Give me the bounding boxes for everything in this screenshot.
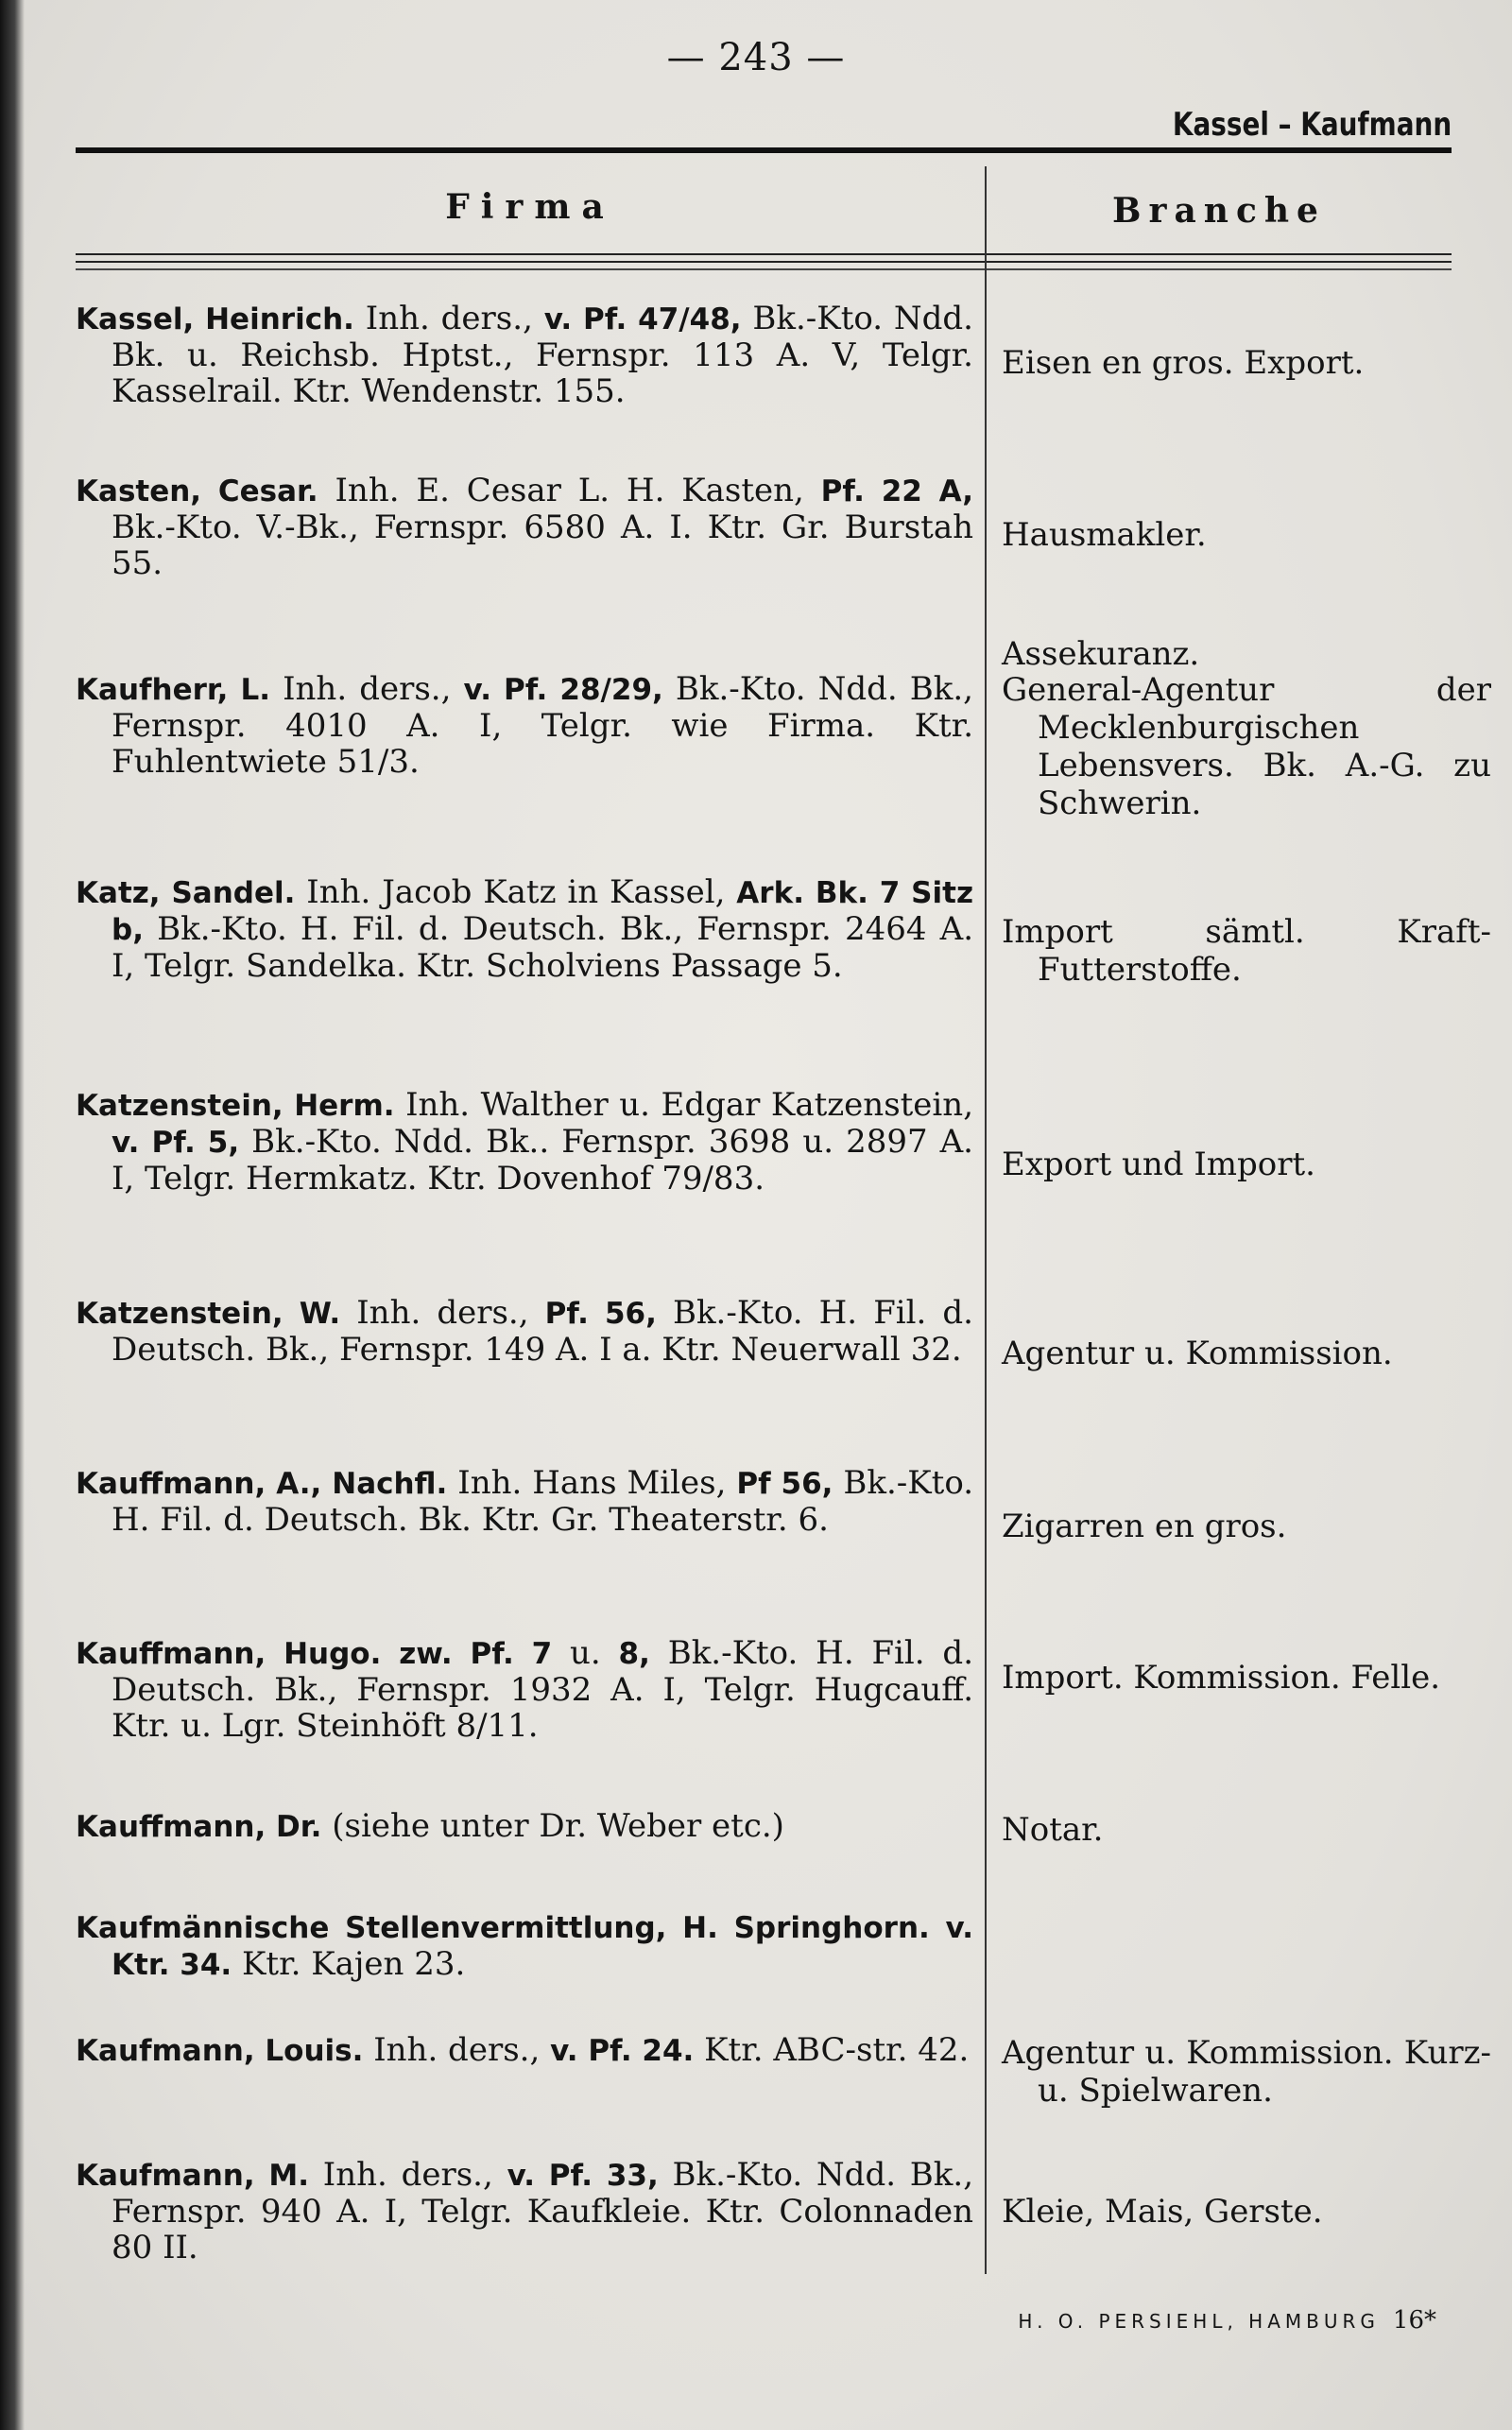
entry-postbox: Pf. 56,	[544, 1297, 657, 1331]
entry-name: Katzenstein, W.	[76, 1297, 341, 1331]
entry-name: Katzenstein, Herm.	[76, 1089, 395, 1123]
entry-details: Inh. ders.,	[309, 2156, 507, 2194]
entry-details: Inh. Jacob Katz in Kassel,	[295, 873, 737, 911]
entry-branche: Hausmakler.	[1002, 516, 1207, 554]
entry-firma	[76, 1909, 973, 1983]
directory-entry	[76, 301, 973, 409]
entry-firma	[76, 2032, 973, 2069]
directory-entry	[76, 473, 973, 581]
entry-details: Inh. ders.,	[270, 670, 464, 708]
entry-postbox: v. Pf. 47/48,	[543, 302, 742, 336]
entry-details: Inh. Hans Miles,	[447, 1464, 737, 1502]
header-double-rule	[76, 268, 1452, 270]
entry-postbox: v. Pf. 28/29,	[463, 673, 663, 707]
entry-firma	[76, 1635, 973, 1744]
entry-branche: General-Agentur der Mecklenburgischen Lebensvers. Bk. A.-G. zu Schwerin.	[1002, 671, 1491, 822]
entry-details: Bk.-Kto. Ndd. Bk., Fernspr. 940 A. I, Telgr. Kaufkleie. Ktr. Colonnaden 80 II.	[112, 2156, 973, 2266]
entry-details: Inh. ders.,	[363, 2031, 551, 2069]
directory-entry	[76, 874, 973, 984]
entry-postbox: zw. Pf. 7	[399, 1637, 553, 1671]
entry-details: Inh. ders.,	[353, 300, 544, 337]
page-number: — 243 —	[666, 36, 846, 79]
directory-entry	[76, 1465, 973, 1538]
directory-entry	[76, 1295, 973, 1368]
entry-firma	[76, 1465, 973, 1538]
entry-branche: Agentur u. Kommission. Kurz- u. Spielwaren.	[1002, 2034, 1491, 2110]
entry-branche: Agentur u. Kommission.	[1002, 1335, 1393, 1372]
entry-branche: Zigarren en gros.	[1002, 1508, 1287, 1545]
entry-name: Kaufmännische Stellenvermittlung, H. Springhorn.	[76, 1911, 930, 1945]
entry-details	[930, 1908, 946, 1946]
printer-imprint: H. O. PERSIEHL, HAMBURG	[1018, 2310, 1380, 2333]
entry-name: Kassel, Heinrich.	[76, 302, 354, 336]
entry-name: Kauffmann, Hugo.	[76, 1637, 382, 1671]
entry-firma	[76, 473, 973, 581]
entry-postbox: 8,	[618, 1637, 650, 1671]
entry-details: Inh. E. Cesar L. H. Kasten,	[318, 472, 821, 509]
entry-details: (siehe unter Dr. Weber etc.)	[321, 1807, 784, 1845]
header-double-rule	[76, 261, 1452, 263]
entry-details: u.	[552, 1634, 619, 1672]
entry-name: Kauffmann, Dr.	[76, 1810, 322, 1844]
entry-details: Bk.-Kto. H. Fil. d. Deutsch. Bk., Fernspr. 1932 A. I, Telgr. Hugcauff. Ktr. u. Lgr. Steinhöft 8/11.	[112, 1634, 974, 1745]
header-rule	[76, 147, 1452, 153]
entry-name: Kaufmann, Louis.	[76, 2034, 364, 2068]
column-header-firma: Firma	[445, 187, 615, 227]
entry-branche: Eisen en gros. Export.	[1002, 344, 1365, 382]
directory-entry	[76, 1808, 973, 1845]
directory-entry	[76, 1635, 973, 1744]
entry-name: Kaufmann, M.	[76, 2159, 310, 2193]
entry-firma	[76, 2157, 973, 2266]
entry-details: Ktr. ABC-str. 42.	[694, 2031, 970, 2069]
entry-postbox: Pf 56,	[736, 1467, 833, 1501]
directory-entry	[76, 1909, 973, 1983]
entry-postbox: v. Pf. 5,	[112, 1126, 240, 1160]
sheet-signature: 16*	[1392, 2306, 1436, 2335]
entry-details: Bk.-Kto. Ndd. Bk. u. Reichsb. Hptst., Fernspr. 113 A. V, Telgr. Kasselrail. Ktr. Wendenstr. 155.	[112, 300, 973, 410]
entry-details: Bk.-Kto. H. Fil. d. Deutsch. Bk. Ktr. Gr. Theaterstr. 6.	[112, 1464, 973, 1539]
entry-details: Bk.-Kto. V.-Bk., Fernspr. 6580 A. I. Ktr. Gr. Burstah 55.	[112, 508, 973, 582]
column-header-branche: Branche	[1112, 191, 1326, 231]
entry-details: Bk.-Kto. H. Fil. d. Deutsch. Bk., Fernspr. 2464 A. I, Telgr. Sandelka. Ktr. Scholviens Passage 5.	[112, 910, 973, 985]
directory-entry	[76, 671, 973, 780]
entry-details: Bk.-Kto. Ndd. Bk., Fernspr. 4010 A. I, Telgr. wie Firma. Ktr. Fuhlentwiete 51/3.	[112, 670, 973, 781]
directory-entry	[76, 1087, 973, 1197]
column-divider	[985, 166, 987, 2274]
entry-name: Katz, Sandel.	[76, 876, 296, 910]
entry-branche: Notar.	[1002, 1811, 1104, 1849]
directory-entry	[76, 2157, 973, 2266]
entry-details: Inh. ders.,	[340, 1294, 545, 1332]
entry-details: Bk.-Kto. Ndd. Bk.. Fernspr. 3698 u. 2897 A. I, Telgr. Hermkatz. Ktr. Dovenhof 79/83.	[112, 1123, 973, 1198]
entry-branche: Export und Import.	[1002, 1146, 1315, 1183]
entry-postbox: Pf. 22 A,	[820, 474, 974, 508]
entry-firma	[76, 1808, 973, 1845]
entry-details: Inh. Walther u. Edgar Katzenstein,	[394, 1086, 973, 1124]
entry-name: Kasten, Cesar.	[76, 474, 318, 508]
entry-name: Kaufherr, L.	[76, 673, 270, 707]
entry-postbox: v. Ktr. 34.	[112, 1911, 973, 1982]
entry-details: Bk.-Kto. H. Fil. d. Deutsch. Bk., Fernspr. 149 A. I a. Ktr. Neuerwall 32.	[112, 1294, 973, 1369]
header-double-rule	[76, 253, 1452, 255]
entry-firma	[76, 671, 973, 780]
entry-branche: Import sämtl. Kraft-Futterstoffe.	[1002, 913, 1491, 989]
entry-branche: Assekuranz.	[1002, 635, 1200, 673]
entry-postbox: Ark. Bk. 7 Sitz b,	[112, 876, 973, 947]
entry-postbox: v. Pf. 33,	[507, 2159, 659, 2193]
entry-firma	[76, 1295, 973, 1368]
entry-name: Kauffmann, A., Nachfl.	[76, 1467, 448, 1501]
page-edge-shadow	[0, 0, 25, 2430]
entry-firma	[76, 301, 973, 409]
directory-entry	[76, 2032, 973, 2069]
entry-branche: Import. Kommission. Felle.	[1002, 1659, 1441, 1697]
entry-details	[381, 1634, 399, 1672]
printer-footer	[1018, 2306, 1436, 2335]
entry-firma	[76, 874, 973, 984]
entry-postbox: v. Pf. 24.	[550, 2034, 695, 2068]
entry-branche: Kleie, Mais, Gerste.	[1002, 2193, 1323, 2231]
running-head: Kassel – Kaufmann	[1172, 106, 1452, 144]
entry-details: Ktr. Kajen 23.	[232, 1945, 466, 1983]
entry-firma	[76, 1087, 973, 1197]
